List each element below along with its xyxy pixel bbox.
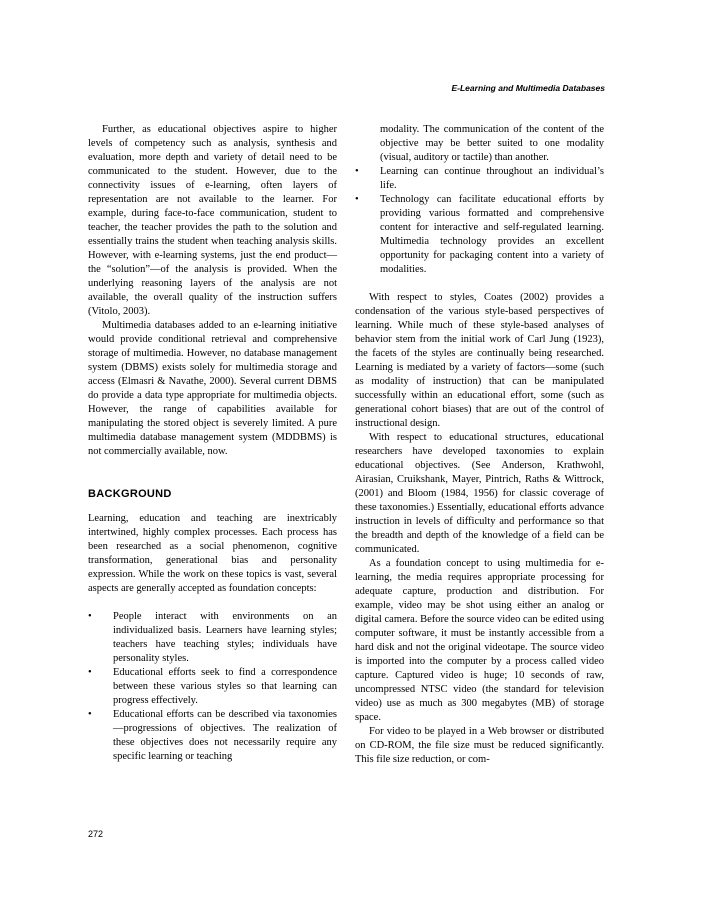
bullet-item [88,708,337,764]
body-paragraph: Learning, education and teaching are inextricably intertwined, highly complex processes. Each process has been researched as a social phenomenon, cognitive transformation, generational bias and personality expression. While the work on these topics is vast, several aspects are generally accepted as foundation concepts: [88,513,337,594]
body-paragraph: Further, as educational objectives aspire to higher levels of competency such as analysis, synthesis and evaluation, more depth and variety of detail need to be communicated to the student. However, due to the connectivity issues of e-learning, often layers of representation are not available to the learner. For example, during face-to-face communication, student to teacher, the teacher provides the path to the solution and essentially trains the student when teaching analysis skills. However, with e-learning systems, just the end product—the “solution”—of the analysis is provided. When the underlying reasoning layers of the analysis are not available, the overall quality of the instruction suffers (Vitolo, 2003). [88,124,337,317]
bullet-text: Educational efforts can be described via taxonomies—progressions of objectives. The realization of these objectives does not necessarily require any specific learning or teaching [113,709,337,762]
bullet-icon: • [88,611,92,622]
bullet-item [355,165,604,193]
body-paragraph: With respect to educational structures, educational researchers have developed taxonomies to explain educational objectives. (See Anderson, Krathwohl, Airasian, Cruikshank, Mayer, Pintrich, Raths & Wittrock, (2001) and Bloom (1984, 1956) for classic coverage of these taxonomies.) Essentially, educational efforts advance instruction in levels of difficulty and performance so that the breadth and depth of the knowledge of a field can be communicated. [355,432,604,555]
bullet-icon: • [88,709,92,720]
bullet-text: Technology can facilitate educational efforts by providing various formatted and comprehensive content for interactive and self-regulated learning. Multimedia technology provides an excellent opportunity for packaging content into a variety of modalities. [380,194,604,275]
bullet-item [88,610,337,666]
bullet-icon: • [355,194,359,205]
section-heading-background: BACKGROUND [88,488,172,500]
body-paragraph: For video to be played in a Web browser or distributed on CD-ROM, the file size must be reduced significantly. This file size reduction, or com- [355,726,604,765]
running-head: E-Learning and Multimedia Databases [451,83,605,93]
bullet-icon: • [355,166,359,177]
bullet-icon: • [88,667,92,678]
bullet-item [88,666,337,708]
body-paragraph: With respect to styles, Coates (2002) provides a condensation of the various style-based perspectives of learning. While much of these style-based analyses of behavior stem from the initial work of Carl Jung (1923), the facets of the styles are continually being researched. Learning is mediated by a variety of factors—some (such as modality of instruction) that can be manipulated successfully within an educational effort, some (such as generational cohort biases) that are out of the control of instructional design. [355,292,604,429]
left-column [88,123,337,764]
bullet-text: Learning can continue throughout an individual’s life. [380,166,604,191]
bullet-item [355,193,604,277]
page-number: 272 [88,829,104,839]
bullet-continuation: modality. The communication of the content of the objective may be better suited to one modality (visual, auditory or tactile) than another. [380,124,604,163]
body-paragraph: Multimedia databases added to an e-learning initiative would provide conditional retrieval and comprehensive storage of multimedia. However, no database management system (DBMS) exists solely for multimedia storage and access (Elmasri & Navathe, 2000). Several current DBMS do provide a data type appropriate for multimedia objects. However, the range of capabilities available for manipulating the stored object is severely limited. A pure multimedia database management system (MDDBMS) is not commercially available, now. [88,320,337,457]
bullet-text: People interact with environments on an individualized basis. Learners have learning styles; teachers have teaching styles; individuals have personality styles. [113,611,337,664]
bullet-list [88,610,337,764]
body-paragraph: As a foundation concept to using multimedia for e-learning, the media requires appropriate processing for adequate capture, production and distribution. For example, video may be shot using either an analog or digital camera. Before the source video can be edited using computer software, it must be instantly accessible from a hard disk and not the original videotape. The source video is imported into the computer by a process called video capture. Captured video is huge; 10 seconds of raw, uncompressed NTSC video (the standard for television video) use as much as 300 megabytes (MB) of storage space. [355,558,604,723]
bullet-list [355,165,604,277]
bullet-text: Educational efforts seek to find a correspondence between these various styles so that learning can progress effectively. [113,667,337,706]
right-column [355,123,604,767]
